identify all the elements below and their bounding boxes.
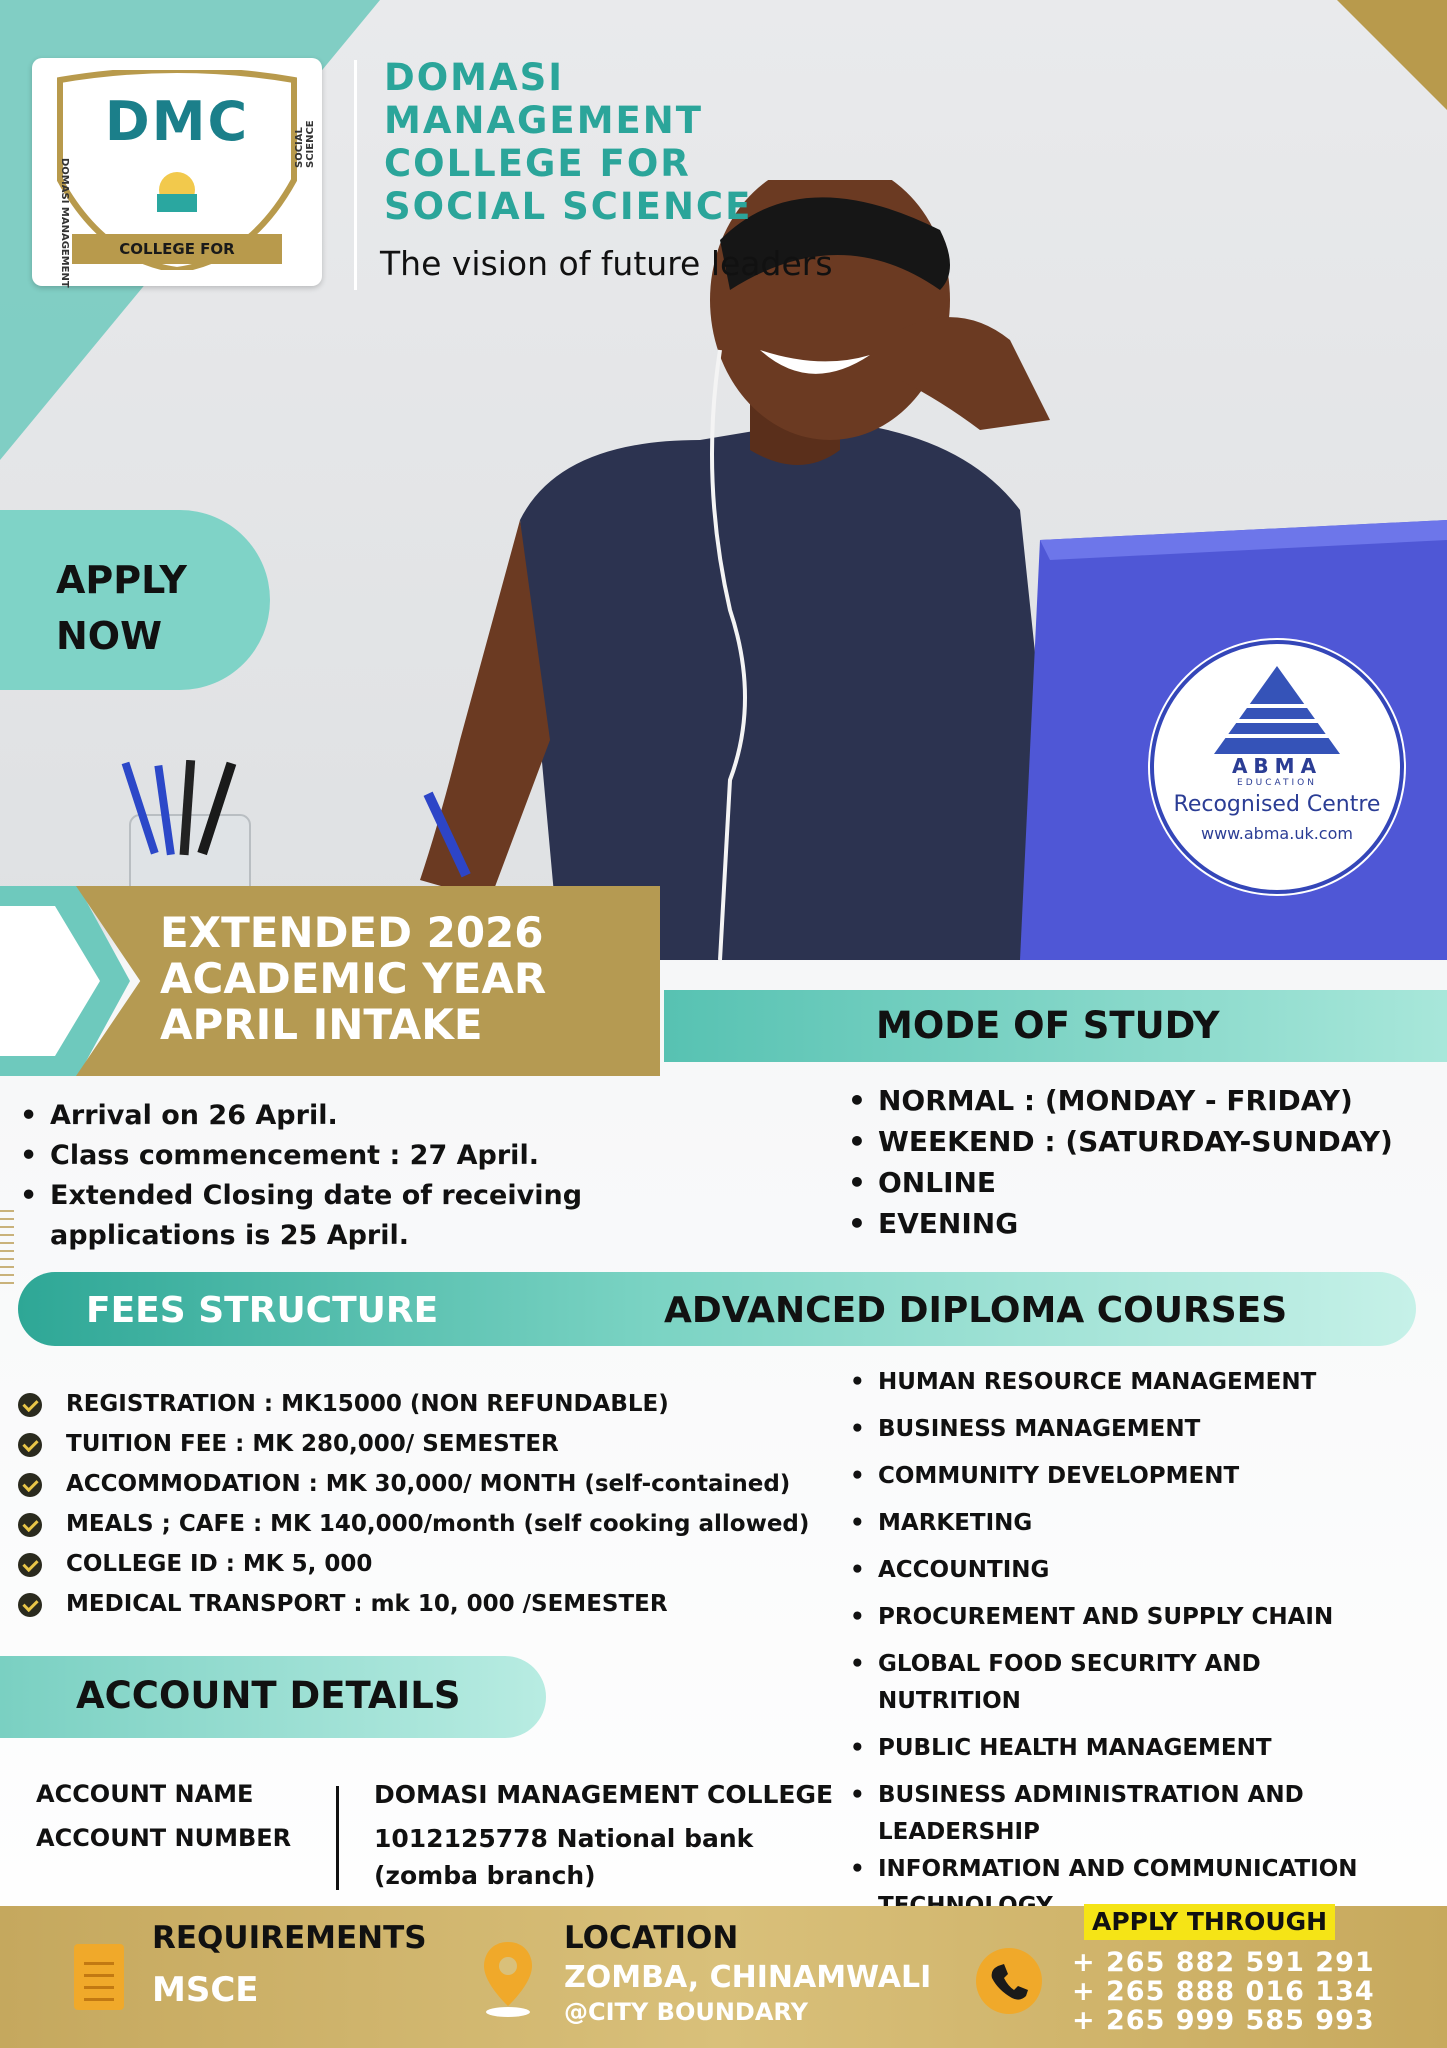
apply-now-label: APPLY NOW <box>56 558 187 658</box>
abma-label: Recognised Centre <box>1173 792 1381 817</box>
check-icon <box>18 1433 42 1457</box>
course-item: • ACCOUNTING <box>850 1552 1410 1589</box>
logo-arc-left: DOMASI MANAGEMENT <box>59 158 70 288</box>
course-item: • MARKETING <box>850 1505 1410 1542</box>
course-item: • COMMUNITY DEVELOPMENT <box>850 1458 1410 1495</box>
courses-title: ADVANCED DIPLOMA COURSES <box>664 1290 1288 1331</box>
check-icon <box>18 1553 42 1577</box>
side-rail-decoration <box>0 1210 14 1290</box>
location-line1: ZOMBA, CHINAMWALI <box>564 1960 932 1995</box>
abma-name: ABMA <box>1231 754 1323 778</box>
mode-of-study-list <box>848 1080 1393 1244</box>
fee-item: REGISTRATION : MK15000 (NON REFUNDABLE) <box>18 1384 809 1424</box>
requirements-value: MSCE <box>152 1970 259 2010</box>
gold-corner-triangle <box>1337 0 1447 110</box>
college-name <box>384 56 844 228</box>
course-item: • BUSINESS MANAGEMENT <box>850 1411 1410 1448</box>
list-item: • EVENING <box>848 1203 1393 1244</box>
abma-sub: EDUCATION <box>1237 778 1317 788</box>
logo-ribbon: COLLEGE FOR <box>72 234 282 264</box>
course-item: • INFORMATION AND COMMUNICATION <box>850 1851 1410 1925</box>
fees-title: FEES STRUCTURE <box>86 1290 439 1331</box>
account-divider <box>336 1786 339 1890</box>
fee-item: ACCOMMODATION : MK 30,000/ MONTH (self-contained) <box>18 1464 809 1504</box>
account-name-value: DOMASI MANAGEMENT COLLEGE <box>374 1780 834 1809</box>
logo-arc-right: SOCIAL SCIENCE <box>294 120 316 168</box>
college-logo <box>32 58 322 286</box>
list-item: • Extended Closing date of receiving applications is 25 April. <box>20 1176 582 1256</box>
list-item: • ONLINE <box>848 1162 1393 1203</box>
abma-url: www.abma.uk.com <box>1201 824 1353 843</box>
location-line2: @CITY BOUNDARY <box>564 1998 808 2026</box>
intake-title <box>160 910 546 1048</box>
pen-jar-illustration <box>120 760 280 900</box>
fees-list <box>18 1384 809 1624</box>
logo-abbrev: DMC <box>104 90 250 153</box>
location-label: LOCATION <box>564 1920 739 1956</box>
courses-list <box>850 1364 1410 1935</box>
phone-number[interactable]: + 265 888 016 134 <box>1072 1976 1375 2007</box>
list-item: • Arrival on 26 April. <box>20 1096 582 1136</box>
list-item: • Class commencement : 27 April. <box>20 1136 582 1176</box>
intake-line: EXTENDED 2026 <box>160 908 544 957</box>
list-item: • NORMAL : (MONDAY - FRIDAY) <box>848 1080 1393 1121</box>
account-details-title: ACCOUNT DETAILS <box>76 1674 461 1717</box>
tagline: The vision of future leaders <box>380 244 833 283</box>
course-item: • PUBLIC HEALTH MANAGEMENT <box>850 1730 1410 1767</box>
fee-item: MEDICAL TRANSPORT : mk 10, 000 /SEMESTER <box>18 1584 809 1624</box>
course-item: • GLOBAL FOOD SECURITY AND NUTRITION <box>850 1646 1410 1720</box>
check-icon <box>18 1513 42 1537</box>
college-name-line: DOMASI <box>384 56 565 99</box>
intake-line: APRIL INTAKE <box>160 1000 483 1049</box>
abma-badge <box>1150 640 1404 894</box>
check-icon <box>18 1393 42 1417</box>
location-pin-icon <box>478 1938 538 2018</box>
requirements-label: REQUIREMENTS <box>152 1920 427 1956</box>
course-item: • BUSINESS ADMINISTRATION AND LEADERSHIP <box>850 1777 1410 1851</box>
apply-now-button[interactable] <box>0 510 270 690</box>
apply-through-label: APPLY THROUGH <box>1084 1904 1335 1940</box>
college-name-line: MANAGEMENT <box>384 99 703 142</box>
college-name-line: SOCIAL SCIENCE <box>384 185 753 228</box>
check-icon <box>18 1473 42 1497</box>
abma-pyramid-icon <box>1212 664 1342 756</box>
intake-line: ACADEMIC YEAR <box>160 954 547 1003</box>
phone-number[interactable]: + 265 882 591 291 <box>1072 1947 1375 1978</box>
course-item: • PROCUREMENT AND SUPPLY CHAIN <box>850 1599 1410 1636</box>
account-name-label: ACCOUNT NAME <box>36 1780 254 1808</box>
fee-item: TUITION FEE : MK 280,000/ SEMESTER <box>18 1424 809 1464</box>
intake-dates-list <box>20 1096 582 1256</box>
document-icon <box>74 1944 124 2010</box>
mode-of-study-title: MODE OF STUDY <box>876 1004 1220 1047</box>
phone-number[interactable]: + 265 999 585 993 <box>1072 2005 1375 2036</box>
fee-item: COLLEGE ID : MK 5, 000 <box>18 1544 809 1584</box>
fee-item: MEALS ; CAFE : MK 140,000/month (self cooking allowed) <box>18 1504 809 1544</box>
college-name-line: COLLEGE FOR <box>384 142 691 185</box>
account-number-value: 1012125778 National bank (zomba branch) <box>374 1824 754 1890</box>
course-item: • HUMAN RESOURCE MANAGEMENT <box>850 1364 1410 1401</box>
check-icon <box>18 1593 42 1617</box>
phone-numbers <box>1072 1948 1375 2035</box>
account-number-label: ACCOUNT NUMBER <box>36 1824 292 1852</box>
header-divider <box>354 60 357 290</box>
list-item: • WEEKEND : (SATURDAY-SUNDAY) <box>848 1121 1393 1162</box>
phone-icon <box>976 1948 1042 2014</box>
